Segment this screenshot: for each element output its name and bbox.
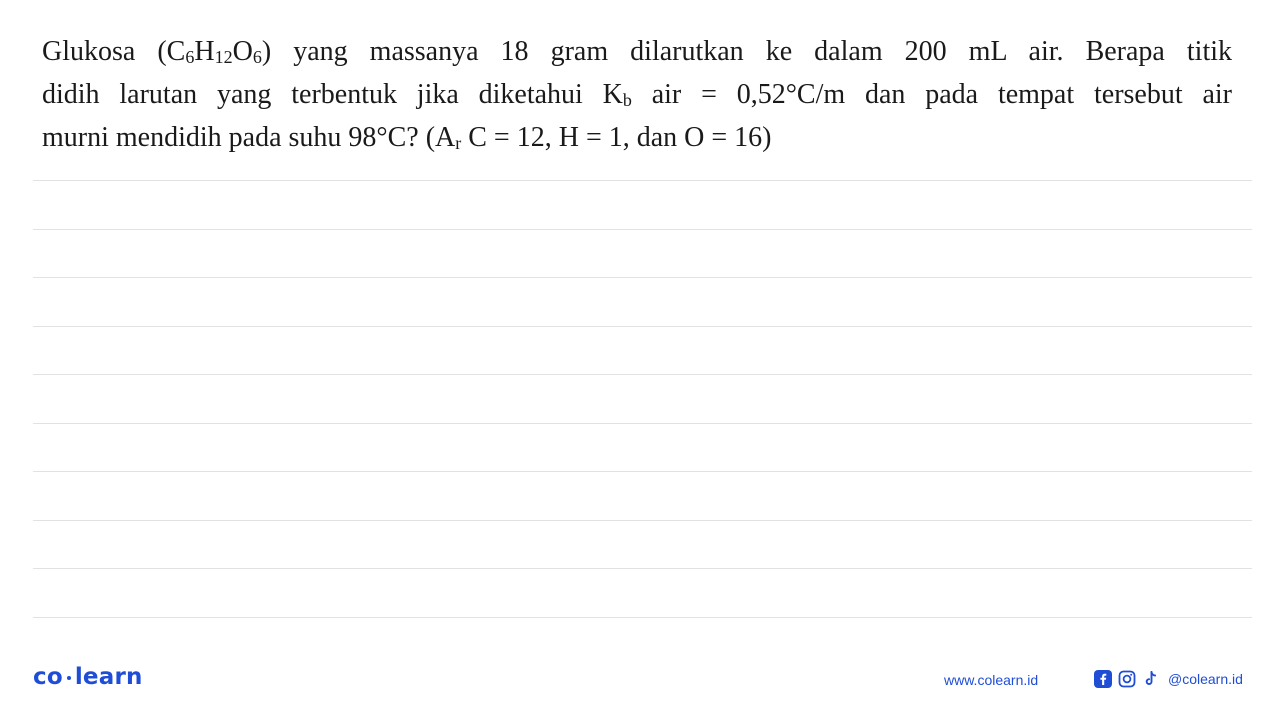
logo-dot (67, 676, 71, 680)
answer-line (33, 423, 1252, 424)
answer-line (33, 471, 1252, 472)
social-links (1094, 670, 1243, 688)
answer-line (33, 520, 1252, 521)
question-line-3 (42, 116, 1232, 159)
q1-sub-3: 6 (252, 47, 262, 67)
colearn-logo (33, 664, 143, 690)
q1-text-d: ) yang massanya 18 gram dilarutkan ke dalam 200 mL air. Berapa titik (261, 36, 1233, 67)
question-text (42, 30, 1232, 159)
answer-line (33, 374, 1252, 375)
answer-line (33, 617, 1252, 618)
logo-text-right: learn (74, 664, 143, 690)
q2-text-a: didih larutan yang terbentuk jika diketahui K (42, 79, 623, 110)
facebook-icon[interactable] (1094, 670, 1112, 688)
answer-line (33, 277, 1252, 278)
q1-text-b: H (194, 36, 215, 67)
q3-text-a: murni mendidih pada suhu 98°C? (A (42, 122, 456, 153)
q1-text-a: Glukosa (C (42, 36, 186, 67)
q1-text-c: O (232, 36, 253, 67)
question-line-2 (42, 73, 1232, 116)
tiktok-icon[interactable] (1142, 670, 1160, 688)
answer-line (33, 180, 1252, 181)
question-line-1 (42, 30, 1232, 73)
answer-line (33, 326, 1252, 327)
website-link[interactable]: www.colearn.id (944, 672, 1039, 688)
q2-text-b: air = 0,52°C/m dan pada tempat tersebut air (631, 79, 1232, 110)
q2-sub: b (622, 90, 632, 110)
answer-line (33, 229, 1252, 230)
answer-line (33, 568, 1252, 569)
q1-sub-2: 12 (214, 47, 233, 67)
q1-sub-1: 6 (185, 47, 195, 67)
instagram-icon[interactable] (1118, 670, 1136, 688)
social-handle[interactable]: @colearn.id (1168, 671, 1243, 687)
q3-text-b: C = 12, H = 1, dan O = 16) (461, 122, 772, 153)
q3-sub: r (455, 133, 462, 153)
logo-text-left: co (33, 664, 63, 690)
